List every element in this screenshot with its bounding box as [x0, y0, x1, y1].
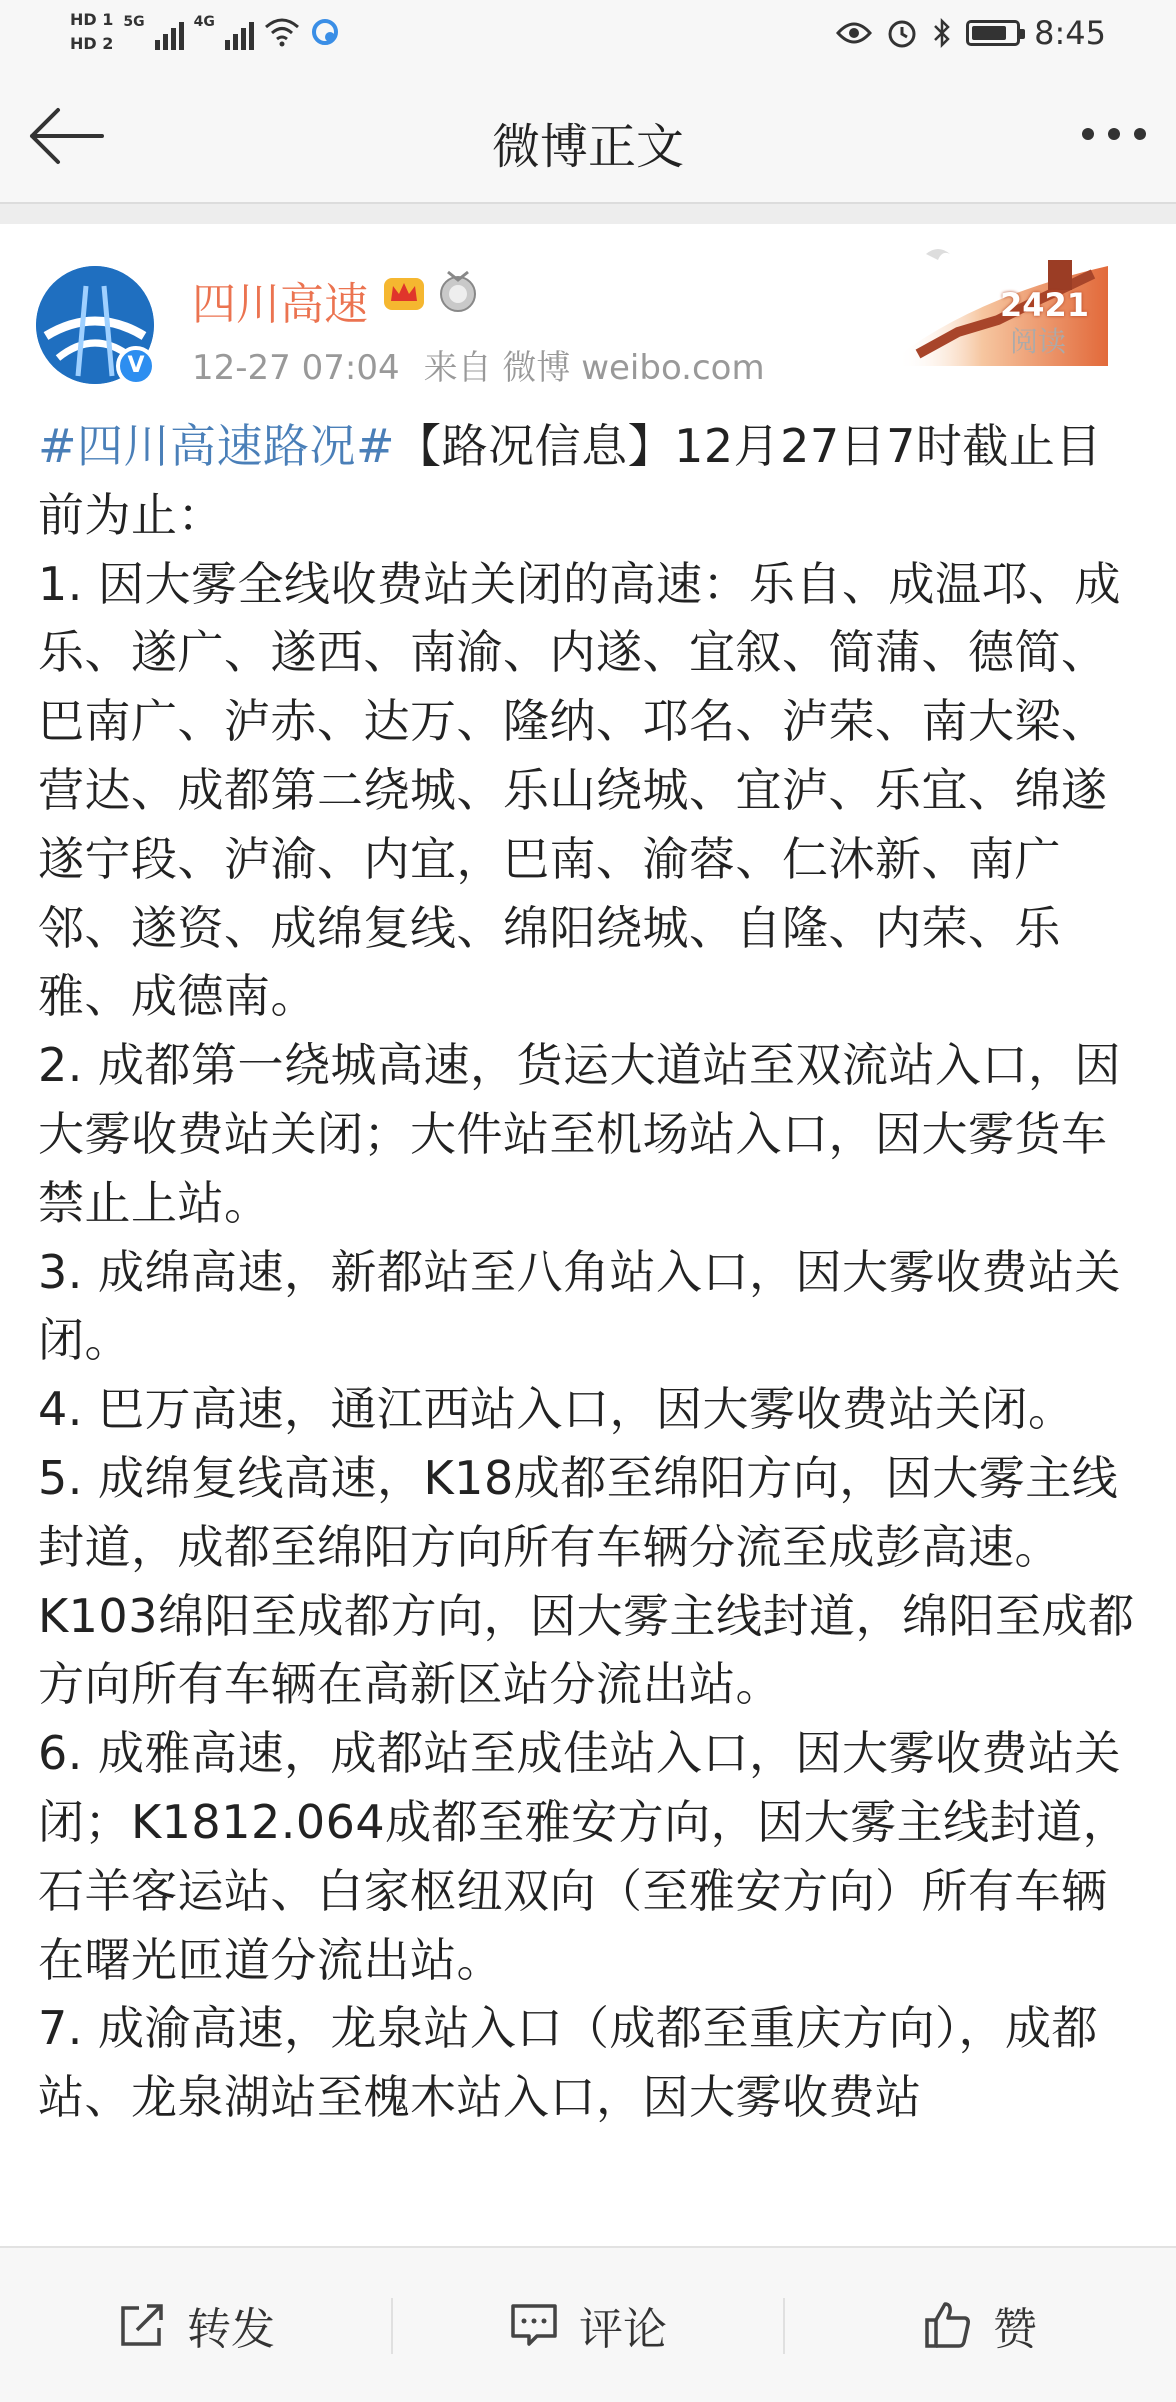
- signal-icon: [155, 14, 184, 50]
- page-title: 微博正文: [491, 119, 684, 175]
- battery-icon: [966, 20, 1020, 46]
- hd1-label: HD 1: [70, 10, 114, 29]
- eye-icon: [836, 21, 872, 45]
- post-paragraph-6: 6. 成雅高速，成都站至成佳站入口，因大雾收费站关闭；K1812.064成都至雅安方向，因大雾主线封道，石羊客运站、白家枢纽双向（至雅安方向）所有车辆在曙光匝道分流出站。: [38, 1726, 1130, 1987]
- post-paragraph-7: 7. 成渝高速，龙泉站入口（成都至重庆方向），成都站、龙泉湖站至槐木站入口，因大雾收费站: [38, 2001, 1099, 2125]
- post-paragraph-3: 3. 成绵高速，新都站至八角站入口，因大雾收费站关闭。: [38, 1244, 1122, 1368]
- post-paragraph-1: 1. 因大雾全线收费站关闭的高速：乐自、成温邛、成乐、遂广、遂西、南渝、内遂、宜叙、简蒲、德简、巴南广、泸赤、达万、隆纳、邛名、泸荣、南大梁、营达、成都第二绕城、乐山绕城、宜泸、乐宜、绵遂遂宁段、泸渝、内宜，巴南、渝蓉、仁沐新、南广邻、遂资、成绵复线、绵阳绕城、自隆、内荣、乐雅、成德南。: [38, 556, 1122, 1024]
- verified-badge-icon: V: [116, 346, 156, 386]
- author-header: [0, 224, 1176, 394]
- repost-icon: [117, 2300, 167, 2350]
- section-divider: [0, 204, 1176, 224]
- repost-button[interactable]: [0, 2248, 392, 2402]
- nav-bar: [0, 70, 1176, 204]
- post-paragraph-2: 2. 成都第一绕城高速，货运大道站至双流站入口，因大雾收费站关闭；大件站至机场站入口，因大雾货车禁止上站。: [38, 1038, 1122, 1230]
- wifi-icon: [264, 17, 300, 47]
- like-button[interactable]: [784, 2248, 1176, 2402]
- hd-indicator: [70, 8, 113, 56]
- status-bar: [0, 0, 1176, 70]
- author-name[interactable]: 四川高速: [192, 279, 368, 330]
- hd2-label: HD 2: [70, 34, 114, 53]
- post-paragraph-0: [38, 412, 1148, 550]
- bottom-action-bar: [0, 2246, 1176, 2402]
- comment-icon: [509, 2300, 559, 2350]
- hashtag-link[interactable]: #四川高速路况#: [38, 419, 396, 473]
- post-source: 来自 微博 weibo.com: [423, 348, 765, 388]
- post-paragraph-4: 4. 巴万高速，通江西站入口，因大雾收费站关闭。: [38, 1382, 1075, 1437]
- comment-button[interactable]: [392, 2248, 784, 2402]
- more-options-icon[interactable]: [1082, 128, 1146, 140]
- clock-time: 8:45: [1034, 14, 1106, 52]
- post-paragraph-5: 5. 成绵复线高速，K18成都至绵阳方向，因大雾主线封道，成都至绵阳方向所有车辆分流至成彭高速。K103绵阳至成都方向，因大雾主线封道，绵阳至成都方向所有车辆在高新区站分流出站。: [38, 1450, 1135, 1712]
- thumbs-up-icon: [923, 2300, 973, 2350]
- network-4g-label: 4G: [193, 14, 215, 30]
- data-saver-icon: [310, 17, 340, 47]
- read-count: 2421: [1000, 286, 1090, 324]
- post-body: [38, 412, 1148, 2132]
- signal-icon-2: [225, 14, 254, 50]
- post-meta: [192, 340, 765, 389]
- read-label: 阅读: [1010, 325, 1067, 358]
- bluetooth-icon: [932, 17, 952, 49]
- repost-label: 转发: [187, 2304, 275, 2355]
- post-time: 12-27 07:04: [192, 348, 400, 388]
- crown-icon: [382, 270, 426, 314]
- alarm-icon: [886, 17, 918, 49]
- post-paragraph-0-text: 【路况信息】12月27日7时截止目前为止：: [38, 419, 1102, 542]
- medal-icon: [438, 268, 478, 314]
- network-5g-label: 5G: [123, 14, 145, 30]
- like-label: 赞: [993, 2304, 1037, 2355]
- comment-label: 评论: [579, 2304, 667, 2355]
